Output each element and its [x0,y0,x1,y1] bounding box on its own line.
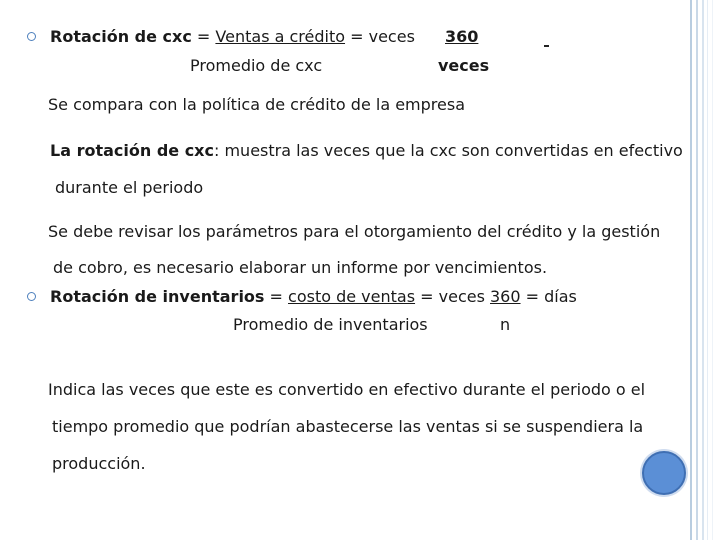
formula-numerator: Ventas a crédito [215,27,346,46]
paragraph-indicates-end: producción. [52,454,146,473]
formula-label: Rotación de cxc [50,27,192,46]
definition-text: : muestra las veces que la cxc son convertidas en efectivo [213,141,683,160]
number-360: 360 [445,27,479,46]
equals-sign: = [264,287,289,306]
number-360: 360 [490,287,521,306]
definition-term: La rotación de cxc [50,141,214,160]
paragraph-review-cont: de cobro, es necesario elaborar un informe por vencimientos. [53,258,548,277]
paragraph-definition-cont: durante el periodo [55,178,204,197]
frame-line [707,0,708,540]
frame-line [712,0,713,540]
equals-veces: = veces [345,27,415,46]
paragraph-comparison: Se compara con la política de crédito de la empresa [48,95,465,114]
paragraph-review: Se debe revisar los parámetros para el otorgamiento del crédito y la gestión [48,222,661,241]
formula-denominator: Promedio de cxc [190,56,323,75]
formula-cxc-line [50,27,415,47]
decorative-circle [642,451,686,495]
equals-veces: = veces [415,287,490,306]
formula-n: n [500,315,511,334]
paragraph-indicates-cont: tiempo promedio que podrían abastecerse las ventas si se suspendiera la [52,417,644,436]
formula-inventory-line [50,287,577,307]
frame-line [696,0,698,540]
frame-line [702,0,704,540]
formula-denominator: Promedio de inventarios [233,315,428,334]
frame-line [690,0,692,540]
formula-label: Rotación de inventarios [50,287,265,306]
veces-label: veces [438,56,490,75]
paragraph-definition [50,141,683,161]
formula-numerator: costo de ventas [288,287,416,306]
equals-sign: = [191,27,216,46]
bullet-icon [27,292,36,301]
paragraph-indicates: Indica las veces que este es convertido en efectivo durante el periodo o el [48,380,646,399]
equals-dias: = días [520,287,577,306]
dash-mark [544,45,549,47]
bullet-icon [27,32,36,41]
